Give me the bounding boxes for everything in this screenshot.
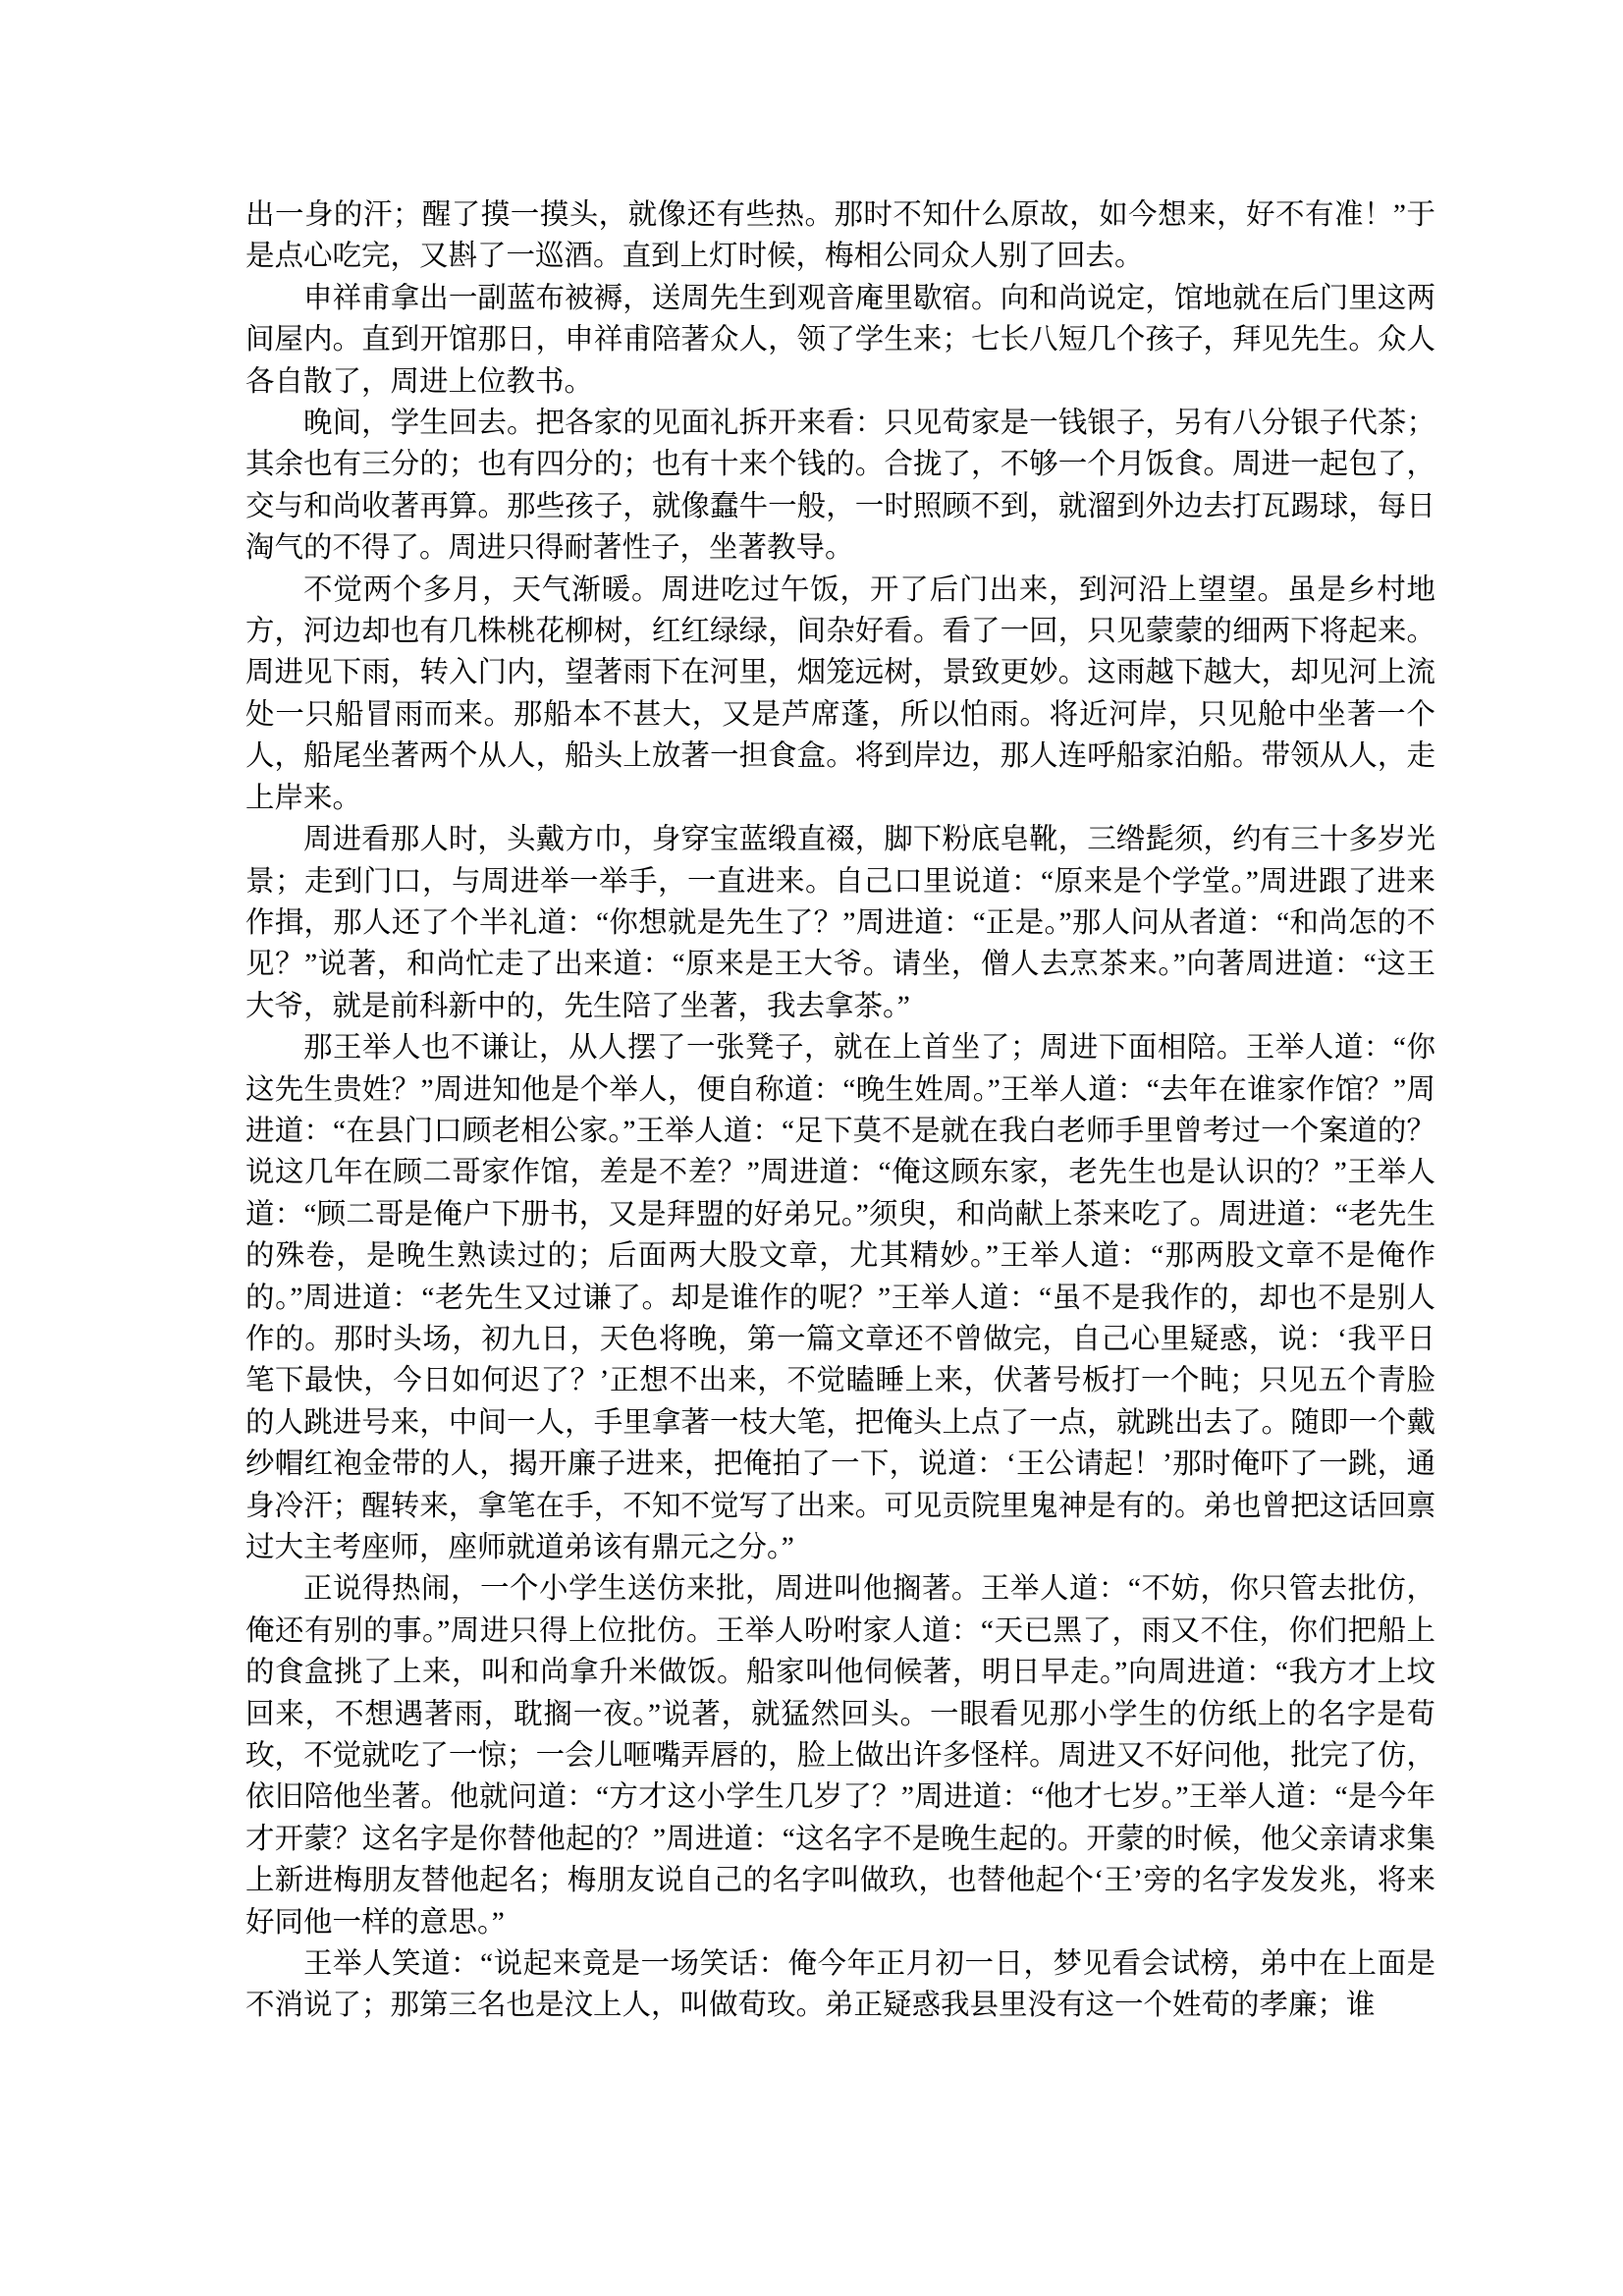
paragraph: 周进看那人时，头戴方巾，身穿宝蓝缎直裰，脚下粉底皂靴，三绺髭须，约有三十多岁光景；走到门口，与周进举一举手，一直进来。自己口里说道：“原来是个学堂。”周进跟了进来作揖，那人还了个半礼道：“你想就是先生了？”周进道：“正是。”那人问从者道：“和尚怎的不见？”说著，和尚忙走了出来道：“原来是王大爷。请坐，僧人去烹茶来。”向著周进道：“这王大爷，就是前科新中的，先生陪了坐著，我去拿茶。”: [245, 824, 1435, 1022]
paragraph: 王举人笑道：“说起来竟是一场笑话：俺今年正月初一日，梦见看会试榜，弟中在上面是不消说了；那第三名也是汶上人，叫做荀玫。弟正疑惑我县里没有这一个姓荀的孝廉；谁: [245, 1948, 1435, 2022]
paragraph: 晚间，学生回去。把各家的见面礼拆开来看：只见荀家是一钱银子，另有八分银子代茶；其余也有三分的；也有四分的；也有十来个钱的。合拢了，不够一个月饭食。周进一起包了，交与和尚收著再算。那些孩子，就像蠢牛一般，一时照顾不到，就溜到外边去打瓦踢球，每日淘气的不得了。周进只得耐著性子，坐著教导。: [245, 408, 1435, 565]
paragraph: 不觉两个多月，天气渐暖。周进吃过午饭，开了后门出来，到河沿上望望。虽是乡村地方，河边却也有几株桃花柳树，红红绿绿，间杂好看。看了一回，只见蒙蒙的细两下将起来。周进见下雨，转入门内，望著雨下在河里，烟笼远树，景致更妙。这雨越下越大，却见河上流处一只船冒雨而来。那船本不甚大，又是芦席蓬，所以怕雨。将近河岸，只见舱中坐著一个人，船尾坐著两个从人，船头上放著一担食盒。将到岸边，那人连呼船家泊船。带领从人，走上岸来。: [245, 574, 1435, 814]
text-body: [245, 194, 1435, 2027]
paragraph: 正说得热闹，一个小学生送仿来批，周进叫他搁著。王举人道：“不妨，你只管去批仿，俺还有别的事。”周进只得上位批仿。王举人吩咐家人道：“天已黑了，雨又不住，你们把船上的食盒挑了上来，叫和尚拿升米做饭。船家叫他伺候著，明日早走。”向周进道：“我方才上坟回来，不想遇著雨，耽搁一夜。”说著，就猛然回头。一眼看见那小学生的仿纸上的名字是荀玫，不觉就吃了一惊；一会儿咂嘴弄唇的，脸上做出许多怪样。周进又不好问他，批完了仿，依旧陪他坐著。他就问道：“方才这小学生几岁了？”周进道：“他才七岁。”王举人道：“是今年才开蒙？这名字是你替他起的？”周进道：“这名字不是晚生起的。开蒙的时候，他父亲请求集上新进梅朋友替他起名；梅朋友说自己的名字叫做玖，也替他起个‘王’旁的名字发发兆，将来好同他一样的意思。”: [245, 1573, 1435, 1939]
paragraph: 出一身的汗；醒了摸一摸头，就像还有些热。那时不知什么原故，如今想来，好不有准！”于是点心吃完，又斟了一巡酒。直到上灯时候，梅相公同众人别了回去。: [245, 199, 1435, 273]
paragraph: 那王举人也不谦让，从人摆了一张凳子，就在上首坐了；周进下面相陪。王举人道：“你这先生贵姓？”周进知他是个举人，便自称道：“晚生姓周。”王举人道：“去年在谁家作馆？”周进道：“在县门口顾老相公家。”王举人道：“足下莫不是就在我白老师手里曾考过一个案道的？说这几年在顾二哥家作馆，差是不差？”周进道：“俺这顾东家，老先生也是认识的？”王举人道：“顾二哥是俺户下册书，又是拜盟的好弟兄。”须臾，和尚献上茶来吃了。周进道：“老先生的殊卷，是晚生熟读过的；后面两大股文章，尤其精妙。”王举人道：“那两股文章不是俺作的。”周进道：“老先生又过谦了。却是谁作的呢？”王举人道：“虽不是我作的，却也不是别人作的。那时头场，初九日，天色将晚，第一篇文章还不曾做完，自己心里疑惑，说：‘我平日笔下最快，今日如何迟了？’正想不出来，不觉瞌睡上来，伏著号板打一个盹；只见五个青脸的人跳进号来，中间一人，手里拿著一枝大笔，把俺头上点了一点，就跳出去了。随即一个戴纱帽红袍金带的人，揭开廉子进来，把俺拍了一下，说道：‘王公请起！’那时俺吓了一跳，通身冷汗；醒转来，拿笔在手，不知不觉写了出来。可见贡院里鬼神是有的。弟也曾把这话回禀过大主考座师，座师就道弟该有鼎元之分。”: [245, 1032, 1436, 1563]
paragraph: 申祥甫拿出一副蓝布被褥，送周先生到观音庵里歇宿。向和尚说定，馆地就在后门里这两间屋内。直到开馆那日，申祥甫陪著众人，领了学生来；七长八短几个孩子，拜见先生。众人各自散了，周进上位教书。: [245, 282, 1435, 398]
